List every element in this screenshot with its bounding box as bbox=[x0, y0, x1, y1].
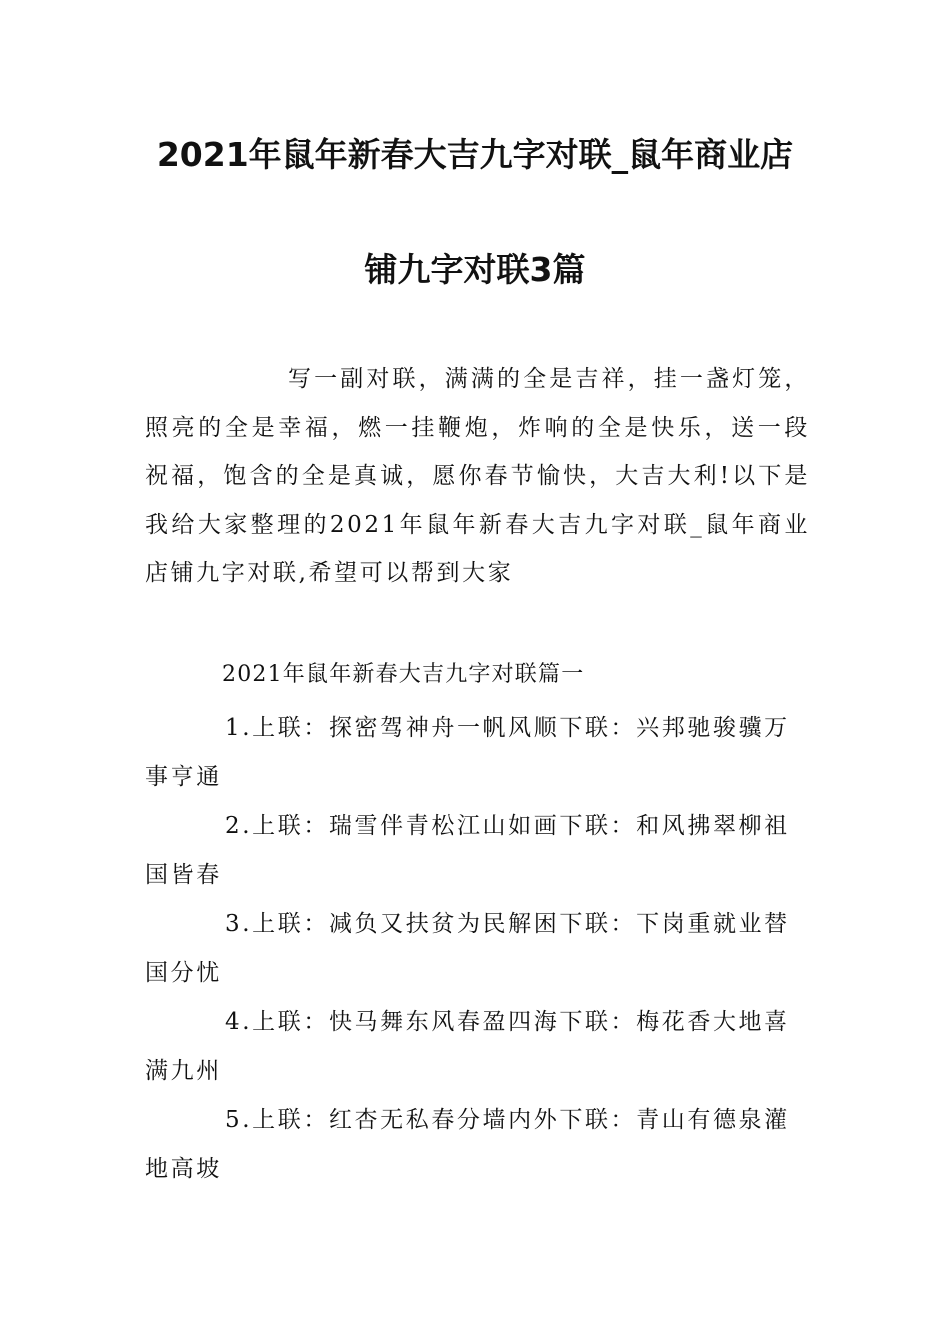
couplet-list bbox=[145, 704, 810, 1194]
document-title-line1: 2021年鼠年新春大吉九字对联_鼠年商业店 bbox=[156, 135, 794, 174]
couplet-item: 4.上联：快马舞东风春盈四海下联：梅花香大地喜满九州 bbox=[145, 1009, 790, 1084]
intro-paragraph: 写一副对联，满满的全是吉祥，挂一盏灯笼，照亮的全是幸福，燃一挂鞭炮，炸响的全是快乐，送一段祝福，饱含的全是真诚，愿你春节愉快，大吉大利!以下是我给大家整理的2021年鼠年新春大吉九字对联_鼠年商业店铺九字对联,希望可以帮到大家 bbox=[145, 366, 810, 587]
section-heading: 2021年鼠年新春大吉九字对联篇一 bbox=[222, 662, 585, 687]
document-title-line2: 铺九字对联3篇 bbox=[364, 250, 586, 289]
couplet-item: 5.上联：红杏无私春分墙内外下联：青山有德泉灌地高坡 bbox=[145, 1107, 790, 1182]
couplet-item: 1.上联：探密驾神舟一帆风顺下联：兴邦驰骏骥万事亨通 bbox=[145, 715, 790, 790]
couplet-item: 2.上联：瑞雪伴青松江山如画下联：和风拂翠柳祖国皆春 bbox=[145, 813, 790, 888]
couplet-item: 3.上联：减负又扶贫为民解困下联：下岗重就业替国分忧 bbox=[145, 911, 790, 986]
